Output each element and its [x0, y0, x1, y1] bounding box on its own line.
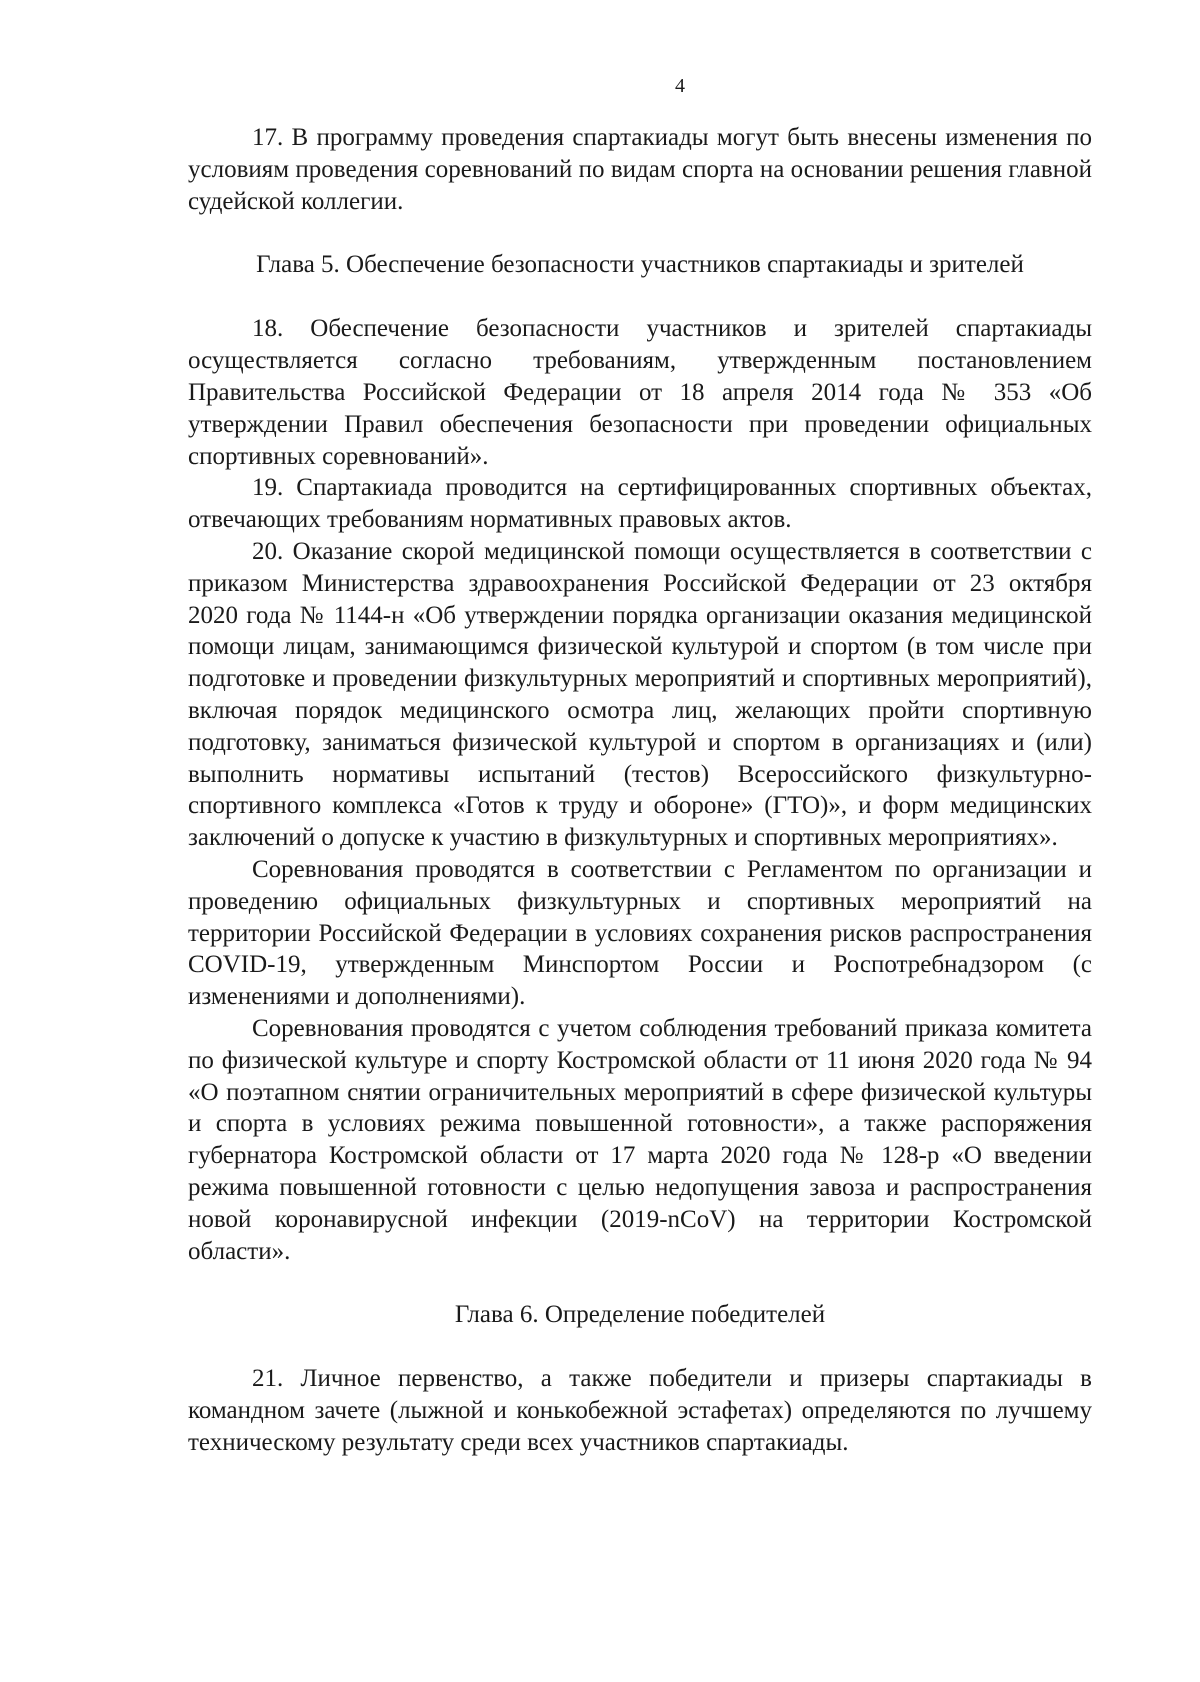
paragraph-19: 19. Спартакиада проводится на сертифицированных спортивных объектах, отвечающих требованиям нормативных правовых актов.	[188, 474, 1092, 534]
paragraph-kostroma-order: Соревнования проводятся с учетом соблюдения требований приказа комитета по физической культуре и спорту Костромской области от 11 июня 2020 года № 94 «О поэтапном снятии ограничительных мероприятий в сфере физической культуры и спорта в условиях режима повышенной готовности», а также распоряжения губернатора Костромской области от 17 марта 2020 года № 128-р «О введении режима повышенной готовности с целью недопущения завоза и распространения новой коронавирусной инфекции (2019-nCoV) на территории Костромской области».	[188, 1014, 1092, 1265]
paragraph-18: 18. Обеспечение безопасности участников и зрителей спартакиады осуществляется согласно требованиям, утвержденным постановлением Правительства Российской Федерации от 18 апреля 2014 года № 353 «Об утверждении Правил обеспечения безопасности при проведении официальных спортивных соревнований».	[188, 315, 1092, 470]
chapter-6-heading: Глава 6. Определение победителей	[454, 1301, 826, 1329]
paragraph-20: 20. Оказание скорой медицинской помощи осуществляется в соответствии с приказом Министерства здравоохранения Российской Федерации от 23 октября 2020 года № 1144-н «Об утверждении порядка организации оказания медицинской помощи лицам, занимающимся физической культурой и спортом (в том числе при подготовке и проведении физкультурных мероприятий и спортивных мероприятий), включая порядок медицинского осмотра лиц, желающих пройти спортивную подготовку, заниматься физической культурой и спортом в организациях и (или) выполнить нормативы испытаний (тестов) Всероссийского физкультурно-спортивного комплекса «Готов к труду и обороне» (ГТО)», и форм медицинских заключений о допуске к участию в физкультурных и спортивных мероприятиях».	[188, 537, 1092, 852]
paragraph-covid-regulation: Соревнования проводятся в соответствии с Регламентом по организации и проведению официальных физкультурных и спортивных мероприятий на территории Российской Федерации в условиях сохранения рисков распространения COVID-19, утвержденным Минспортом России и Роспотребнадзором (с изменениями и дополнениями).	[188, 855, 1092, 1011]
paragraph-21: 21. Личное первенство, а также победители и призеры спартакиады в командном зачете (лыжной и конькобежной эстафетах) определяются по лучшему техническому результату среди всех участников спартакиады.	[188, 1365, 1092, 1456]
paragraph-17: 17. В программу проведения спартакиады могут быть внесены изменения по условиям проведения соревнований по видам спорта на основании решения главной судейской коллегии.	[188, 124, 1092, 215]
page-number: 4	[675, 75, 685, 97]
chapter-5-heading: Глава 5. Обеспечение безопасности участников спартакиады и зрителей	[256, 251, 1024, 279]
